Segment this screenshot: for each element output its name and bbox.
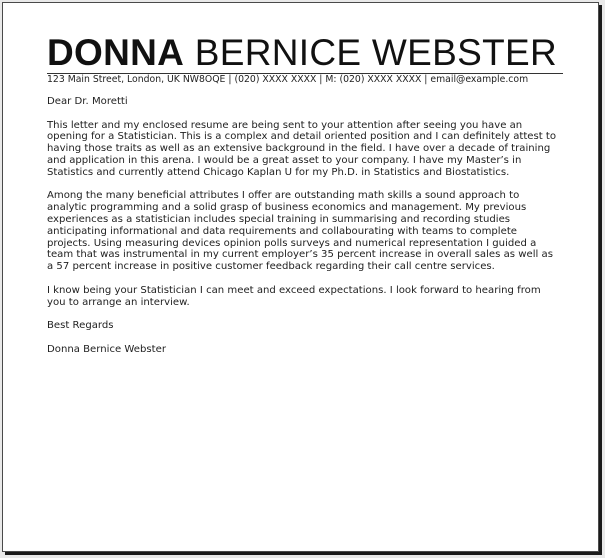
letter-body bbox=[47, 96, 559, 367]
paragraph-qualifications: Among the many beneficial attributes I offer are outstanding math skills a sound approach to analytic programming and a solid grasp of business economics and management. My previous experiences as a statistician includes special training in summarising and recording studies anticipating informational and data requirements and collabourating with teams to complete projects. Using measuring devices opinion polls surveys and numerical representation I guided a team that was instrumental in my current employer’s 35 percent increase in overall sales as well as a 57 percent increase in positive customer feedback regarding their call centre services. bbox=[47, 190, 553, 273]
salutation: Dear Dr. Moretti bbox=[47, 96, 128, 107]
header-divider bbox=[47, 73, 563, 74]
contact-line: 123 Main Street, London, UK NW8OQE | (020) XXXX XXXX | M: (020) XXXX XXXX | email@example.com bbox=[47, 74, 529, 85]
closing-salutation: Best Regards bbox=[47, 320, 114, 332]
applicant-name bbox=[47, 33, 557, 73]
applicant-last-names: BERNICE WEBSTER bbox=[194, 32, 557, 73]
paragraph-closing: I know being your Statistician I can meet and exceed expectations. I look forward to hearing from you to arrange an interview. bbox=[47, 284, 541, 308]
applicant-first-name: DONNA bbox=[47, 32, 185, 73]
signature-name: Donna Bernice Webster bbox=[47, 343, 166, 355]
letter-page bbox=[2, 2, 599, 552]
paragraph-intro: This letter and my enclosed resume are being sent to your attention after seeing you have an opening for a Statistician. This is a complex and detail oriented position and I can definitely attest to having those traits as well as an extensive background in the field. I have over a decade of training and application in this arena. I would be a great asset to your company. I have my Master’s in Statistics and currently attend Chicago Kaplan U for my Ph.D. in Statistics and Biostatistics. bbox=[47, 119, 557, 178]
